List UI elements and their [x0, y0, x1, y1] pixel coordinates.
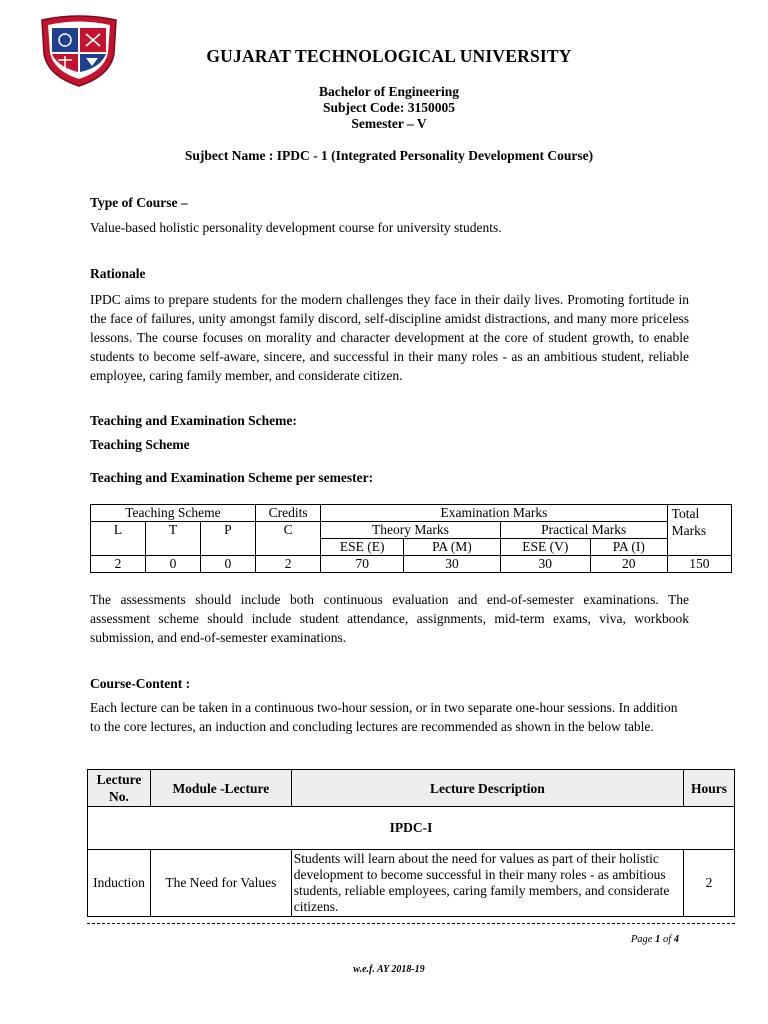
degree-line: Bachelor of Engineering — [319, 84, 459, 99]
type-of-course-heading: Type of Course – — [90, 195, 188, 210]
no-label: No. — [109, 789, 129, 804]
scheme-values-row — [91, 556, 732, 573]
semester-line: Semester – V — [351, 116, 427, 131]
value-ese-v: 30 — [500, 556, 590, 573]
teaching-scheme-header: Teaching Scheme — [91, 505, 256, 522]
lecture-l-header: L — [91, 522, 146, 556]
teaching-scheme-heading: Teaching Scheme — [90, 437, 190, 452]
university-title: GUJARAT TECHNOLOGICAL UNIVERSITY — [206, 46, 572, 66]
lecture-no-cell: Induction — [88, 850, 151, 917]
lecture-label: Lecture — [96, 772, 142, 787]
subject-code-line: Subject Code: 3150005 — [323, 100, 455, 115]
theory-marks-header: Theory Marks — [321, 522, 500, 539]
assessment-text: The assessments should include both continuous evaluation and end-of-semester examinations. The assessment scheme should include student attendance, assignments, mid-term exams, viva, workbook submission, and end-of-semester examinations. — [90, 592, 689, 645]
hours-cell: 2 — [684, 850, 735, 917]
total-label: Total — [671, 506, 700, 521]
table-continuation-divider — [87, 923, 735, 924]
teaching-exam-scheme-table — [90, 504, 732, 573]
scheme-per-semester-heading: Teaching and Examination Scheme per semester: — [90, 470, 374, 485]
value-l: 2 — [91, 556, 146, 573]
practical-p-header: P — [200, 522, 255, 556]
lecture-no-header — [88, 770, 151, 807]
course-content-heading: Course-Content : — [90, 676, 191, 691]
ese-e-header: ESE (E) — [321, 539, 404, 556]
rationale-text: IPDC aims to prepare students for the modern challenges they face in their daily lives. Promoting fortitude in the face of failures, unity amongst family discord, self-discipline amidst distractions, and many more priceless lessons. The course focuses on morality and character development at the core of student growth, to enable students to become self-aware, sincere, and successful in their many roles - as an ambitious student, reliable employee, caring family member, and considerate citizen. — [90, 292, 689, 383]
description-cell: Students will learn about the need for values as part of their holistic development to become successful in their many roles - as ambitious students, reliable employees, caring family members, and considerate citizens. — [291, 850, 683, 917]
section-row-ipdc-i: IPDC-I — [88, 807, 735, 850]
value-pa-m: 30 — [404, 556, 500, 573]
marks-label: Marks — [671, 523, 707, 538]
pa-i-header: PA (I) — [590, 539, 667, 556]
lecture-description-header: Lecture Description — [291, 770, 683, 807]
table-row — [88, 850, 735, 917]
module-cell: The Need for Values — [150, 850, 291, 917]
ese-v-header: ESE (V) — [500, 539, 590, 556]
subject-name-line: Sujbect Name : IPDC - 1 (Integrated Personality Development Course) — [184, 148, 594, 163]
credits-c-header: C — [255, 522, 320, 556]
page-number — [631, 934, 679, 945]
type-of-course-text: Value-based holistic personality development course for university students. — [90, 220, 502, 235]
value-c: 2 — [255, 556, 320, 573]
page-current: 1 — [655, 934, 661, 945]
value-pa-i: 20 — [590, 556, 667, 573]
total-marks-header — [667, 505, 731, 556]
tutorial-t-header: T — [145, 522, 200, 556]
practical-marks-header: Practical Marks — [500, 522, 667, 539]
credits-header: Credits — [255, 505, 320, 522]
exam-marks-header: Examination Marks — [321, 505, 667, 522]
value-t: 0 — [145, 556, 200, 573]
page-total: 4 — [673, 934, 679, 945]
rationale-heading: Rationale — [90, 266, 146, 281]
course-content-text: Each lecture can be taken in a continuous two-hour session, or in two separate one-hour sessions. In addition to the core lectures, an induction and concluding lectures are recommended as shown in the below table. — [90, 700, 678, 734]
value-p: 0 — [200, 556, 255, 573]
pa-m-header: PA (M) — [404, 539, 500, 556]
page-word: Page — [630, 934, 653, 945]
value-total: 150 — [667, 556, 731, 573]
teaching-exam-heading: Teaching and Examination Scheme: — [90, 413, 297, 428]
hours-header: Hours — [684, 770, 735, 807]
of-word: of — [662, 934, 672, 945]
module-lecture-header: Module -Lecture — [150, 770, 291, 807]
course-content-table — [87, 769, 735, 917]
wef-footer: w.e.f. AY 2018-19 — [353, 964, 425, 975]
value-ese-e: 70 — [321, 556, 404, 573]
